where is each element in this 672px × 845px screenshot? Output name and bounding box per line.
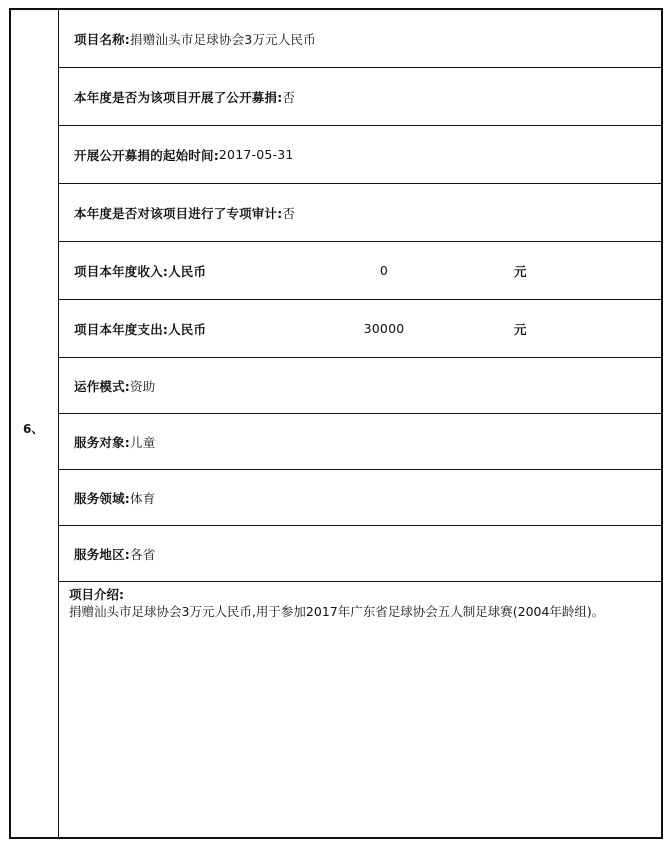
project-introduction: [59, 582, 661, 837]
introduction-label: 项目介绍:: [69, 587, 124, 602]
expense-label: 项目本年度支出:人民币: [74, 321, 207, 337]
public-fundraising-value: 否: [282, 89, 296, 105]
service-target-label: 服务对象:: [74, 434, 130, 450]
row-income: [59, 242, 661, 300]
operation-mode-value: 资助: [130, 378, 156, 394]
expense-unit: 元: [514, 321, 527, 337]
row-fundraising-start: [59, 126, 661, 184]
row-service-target: [59, 414, 661, 470]
row-public-fundraising: [59, 68, 661, 126]
row-special-audit: [59, 184, 661, 242]
row-project-name: [59, 10, 661, 68]
public-fundraising-label: 本年度是否为该项目开展了公开募捐:: [74, 89, 283, 105]
service-region-label: 服务地区:: [74, 546, 130, 562]
record-index-cell: [11, 10, 59, 837]
row-service-region: [59, 526, 661, 582]
service-field-label: 服务领域:: [74, 490, 130, 506]
row-operation-mode: [59, 358, 661, 414]
project-record-table: [9, 8, 663, 839]
fundraising-start-label: 开展公开募捐的起始时间:: [74, 147, 219, 163]
record-index: 6、: [23, 422, 44, 436]
introduction-text: 捐赠汕头市足球协会3万元人民币,用于参加2017年广东省足球协会五人制足球赛(2004年龄组)。: [69, 604, 605, 619]
special-audit-label: 本年度是否对该项目进行了专项审计:: [74, 205, 283, 221]
income-amount: 0: [379, 263, 389, 278]
row-service-field: [59, 470, 661, 526]
income-unit: 元: [514, 263, 527, 279]
fundraising-start-value: 2017-05-31: [218, 147, 294, 162]
record-fields: [59, 10, 661, 837]
service-target-value: 儿童: [130, 434, 156, 450]
service-region-value: 各省: [130, 546, 156, 562]
expense-amount: 30000: [363, 321, 405, 336]
operation-mode-label: 运作模式:: [74, 378, 130, 394]
project-name-value: 捐赠汕头市足球协会3万元人民币: [130, 31, 316, 47]
income-label: 项目本年度收入:人民币: [74, 263, 207, 279]
project-name-label: 项目名称:: [74, 31, 130, 47]
row-expense: [59, 300, 661, 358]
service-field-value: 体育: [130, 490, 156, 506]
special-audit-value: 否: [282, 205, 296, 221]
